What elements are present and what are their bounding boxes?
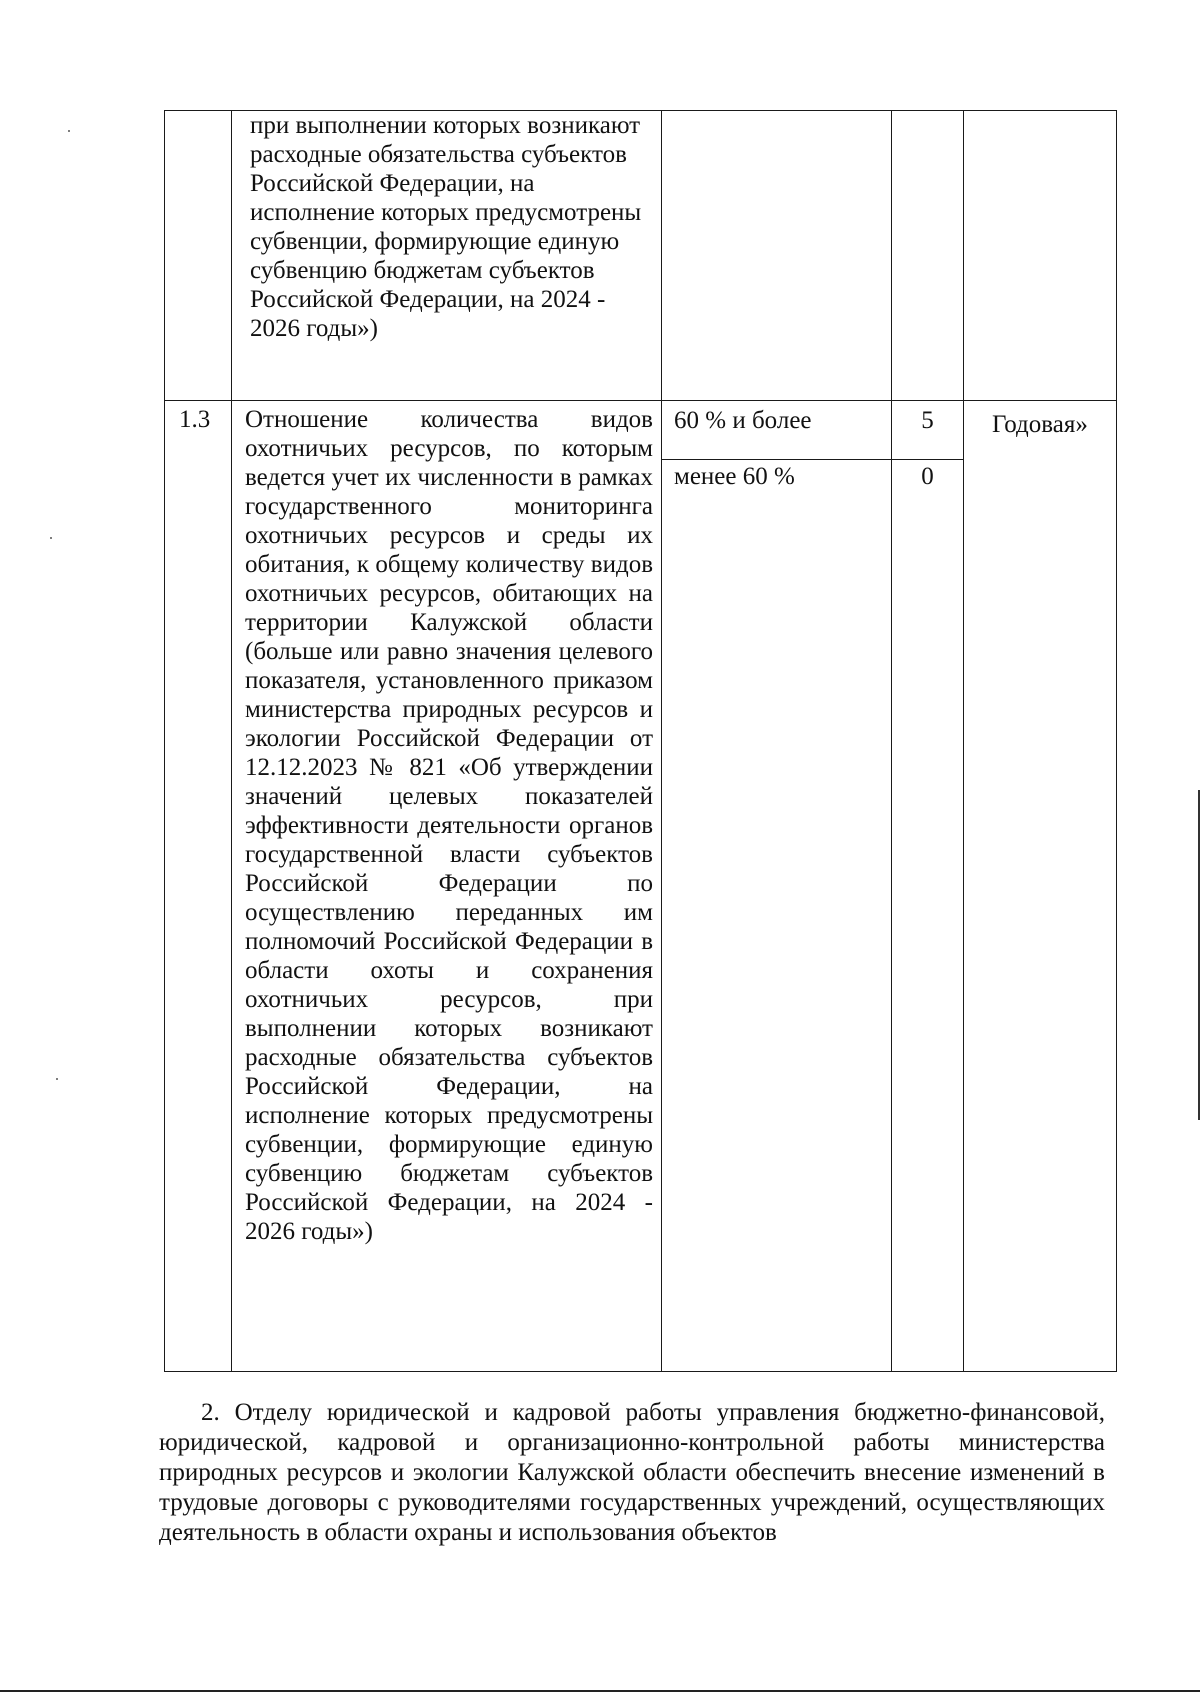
score-cell [892,111,964,401]
criteria-cell [662,401,892,1372]
criterion-score: 5 [892,401,963,460]
scan-speck [56,1078,58,1080]
indicator-text: Отношение количества видов охотничьих ресурсов, по которым ведется учет их численности в рамках государственного мониторинга охотничьих ресурсов и среды их обитания, к общему количеству видов охотничьих ресурсов, обитающих на территории Калужской области (больше или равно значения целевого показателя, установленного приказом министерства природных ресурсов и экологии Российской Федерации от 12.12.2023 № 821 «Об утверждении значений целевых показателей эффективности деятельности органов государственной власти субъектов Российской Федерации по осуществлению переданных им полномочий Российской Федерации в области охоты и сохранения охотничьих ресурсов, при выполнении которых возникают расходные обязательства субъектов Российской Федерации, на исполнение которых предусмотрены субвенции, формирующие единую субвенцию бюджетам субъектов Российской Федерации, на 2024 - 2026 годы») [245,406,653,1245]
number-cell [165,111,232,401]
scan-speck [50,537,52,539]
criterion-label: менее 60 % [674,463,795,490]
page-bottom-rule [0,1690,1200,1692]
indicators-table [164,110,1117,1372]
table-row [165,111,1117,401]
indicator-cell [232,111,662,401]
body-paragraph: 2. Отделу юридической и кадровой работы управления бюджетно-финансовой, юридической, кадровой и организационно-контрольной работы министерства природных ресурсов и экологии Калужской области обеспечить внесение изменений в трудовые договоры с руководителями государственных учреждений, осуществляющих деятельность в области охраны и использования объектов [159,1399,1105,1546]
indicator-cell [232,401,662,1372]
criteria-cell [662,111,892,401]
table-row [165,401,1117,1372]
score-cell [892,401,964,1372]
row-number: 1.3 [179,406,211,433]
period-cell [964,401,1117,1372]
period-cell [964,111,1117,401]
period-text: Годовая» [992,411,1088,438]
criterion-label: 60 % и более [662,401,891,460]
number-cell [165,401,232,1372]
scan-speck [68,130,70,132]
indicator-text: при выполнении которых возникают расходные обязательства субъектов Российской Федерации, на исполнение которых предусмотрены субвенции, формирующие единую субвенцию бюджетам субъектов Российской Федерации, на 2024 - 2026 годы») [250,112,642,342]
criterion-score: 0 [921,463,934,490]
